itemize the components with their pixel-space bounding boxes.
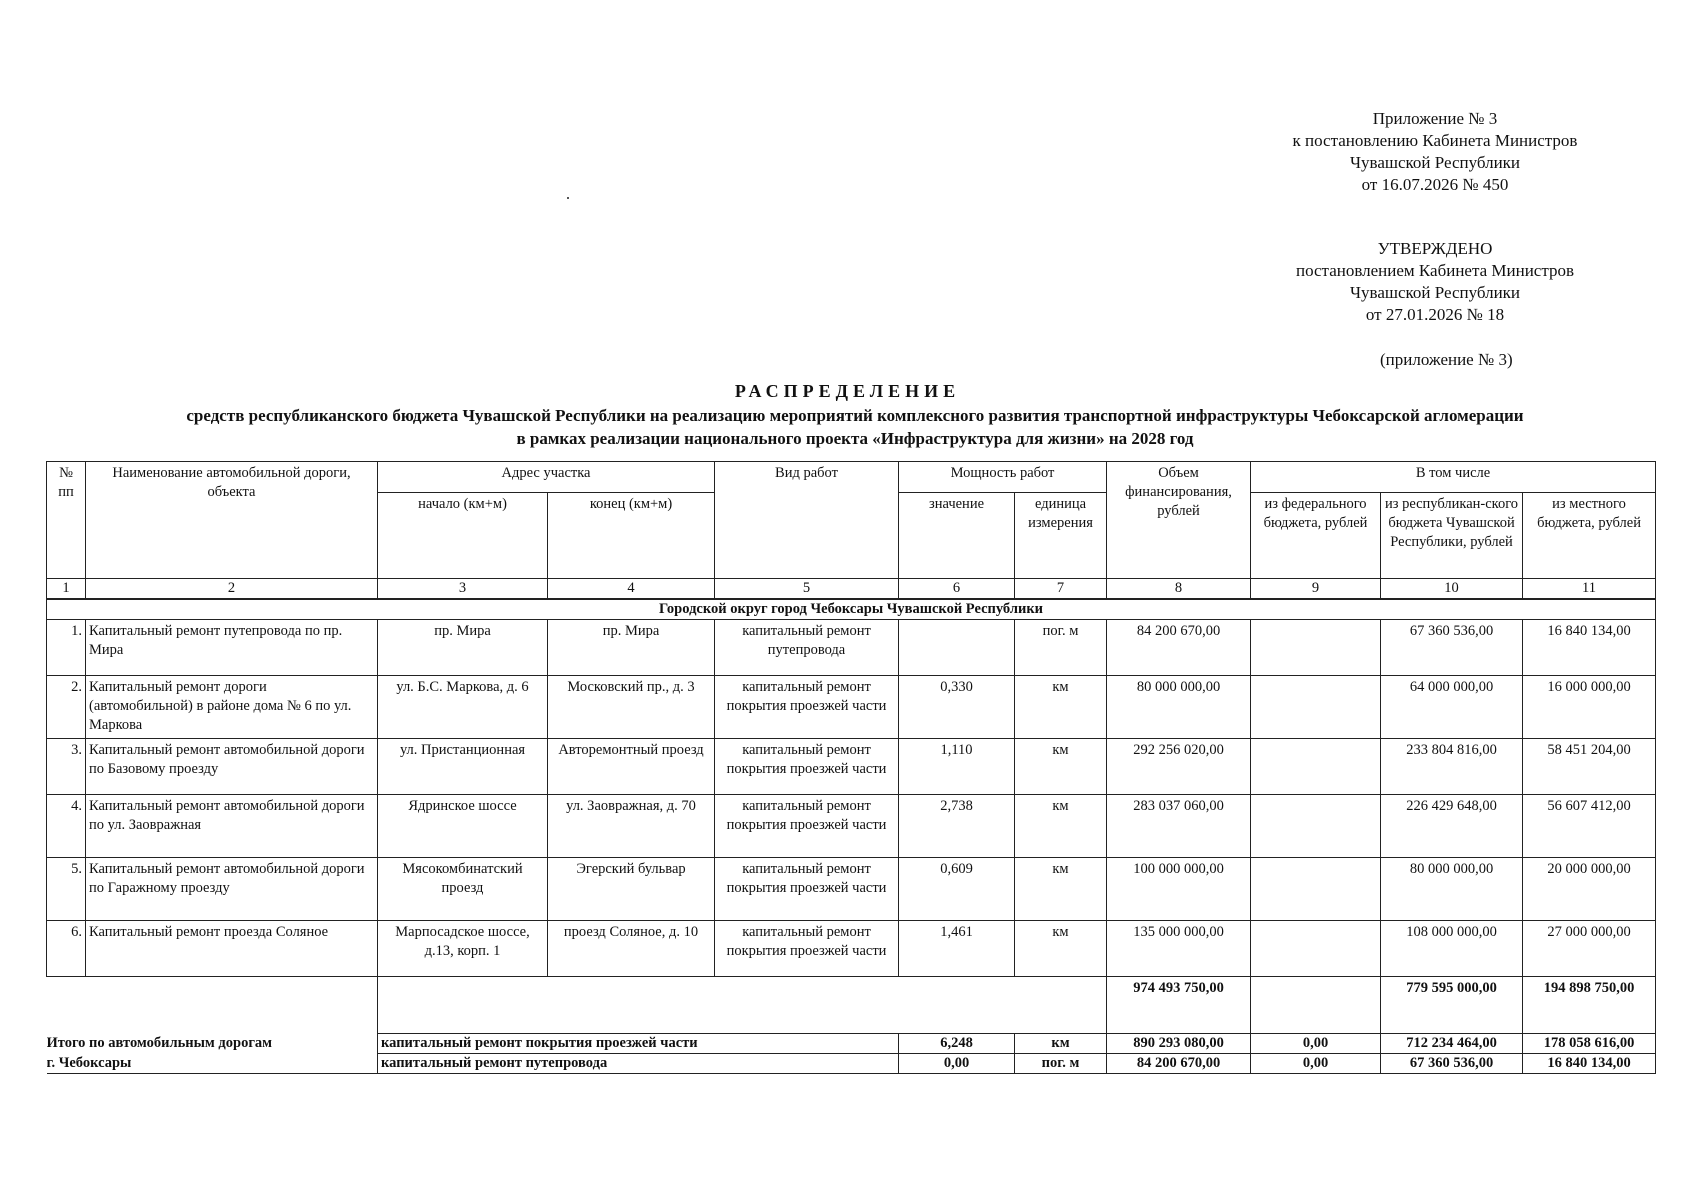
header-start: начало (км+м): [378, 493, 548, 579]
header-num: № пп: [47, 462, 86, 579]
approval-line: постановлением Кабинета Министров: [1295, 261, 1575, 280]
row-name: Капитальный ремонт дороги (автомобильной) в районе дома № 6 по ул. Маркова: [86, 676, 378, 739]
appendix-line: от 16.07.2026 № 450: [1361, 175, 1509, 194]
column-number: 3: [378, 579, 548, 600]
row-unit: км: [1015, 739, 1107, 795]
totals-row: [47, 1034, 1656, 1054]
row-federal: [1251, 795, 1381, 858]
column-number: 11: [1523, 579, 1656, 600]
row-local: 58 451 204,00: [1523, 739, 1656, 795]
totals-label: Итого по автомобильным дорогам: [47, 1034, 378, 1054]
row-republic: 64 000 000,00: [1381, 676, 1523, 739]
total-unit: км: [1015, 1034, 1107, 1054]
total-funding: 890 293 080,00: [1107, 1034, 1251, 1054]
total-federal: 0,00: [1251, 1034, 1381, 1054]
approval-line: от 27.01.2026 № 18: [1365, 305, 1505, 324]
row-name: Капитальный ремонт путепровода по пр. Мира: [86, 620, 378, 676]
sum-federal: [1251, 977, 1381, 1034]
header-address: Адрес участка: [378, 462, 715, 493]
column-number: 10: [1381, 579, 1523, 600]
row-federal: [1251, 739, 1381, 795]
table-row: [47, 858, 1656, 921]
row-work: капитальный ремонт покрытия проезжей части: [715, 795, 899, 858]
document-subtitle: [60, 404, 1650, 450]
appendix-block: [1245, 108, 1625, 196]
header-capacity: Мощность работ: [899, 462, 1107, 493]
row-unit: км: [1015, 858, 1107, 921]
row-funding: 84 200 670,00: [1107, 620, 1251, 676]
total-unit: пог. м: [1015, 1054, 1107, 1074]
column-number: 4: [548, 579, 715, 600]
row-unit: км: [1015, 676, 1107, 739]
row-start: Мясокомбинатский проезд: [378, 858, 548, 921]
total-local: 16 840 134,00: [1523, 1054, 1656, 1074]
sum-blank-span: [378, 977, 1107, 1034]
table-row: [47, 921, 1656, 977]
row-funding: 100 000 000,00: [1107, 858, 1251, 921]
row-start: ул. Пристанционная: [378, 739, 548, 795]
row-republic: 67 360 536,00: [1381, 620, 1523, 676]
row-republic: 108 000 000,00: [1381, 921, 1523, 977]
row-republic: 233 804 816,00: [1381, 739, 1523, 795]
row-federal: [1251, 921, 1381, 977]
header-federal: из федерального бюджета, рублей: [1251, 493, 1381, 579]
row-end: ул. Заовражная, д. 70: [548, 795, 715, 858]
document-title: РАСПРЕДЕЛЕНИЕ: [734, 381, 961, 401]
table-row: [47, 676, 1656, 739]
total-work: капитальный ремонт путепровода: [378, 1054, 899, 1074]
header-funding-text: Объем финансирования, рублей: [1125, 465, 1232, 519]
table-row: [47, 795, 1656, 858]
row-start: ул. Б.С. Маркова, д. 6: [378, 676, 548, 739]
column-number: 7: [1015, 579, 1107, 600]
total-value: 6,248: [899, 1034, 1015, 1054]
appendix-line: к постановлению Кабинета Министров: [1292, 131, 1578, 150]
row-num: 5.: [47, 858, 86, 921]
row-name: Капитальный ремонт проезда Соляное: [86, 921, 378, 977]
total-work: капитальный ремонт покрытия проезжей части: [378, 1034, 899, 1054]
row-work: капитальный ремонт путепровода: [715, 620, 899, 676]
subtitle-line: в рамках реализации национального проекта «Инфраструктура для жизни» на 2028 год: [516, 429, 1194, 448]
header-unit: единица измерения: [1015, 493, 1107, 579]
row-funding: 283 037 060,00: [1107, 795, 1251, 858]
sum-row: [47, 977, 1656, 1034]
row-value: 0,330: [899, 676, 1015, 739]
row-local: 16 840 134,00: [1523, 620, 1656, 676]
row-num: 1.: [47, 620, 86, 676]
row-funding: 80 000 000,00: [1107, 676, 1251, 739]
row-unit: км: [1015, 921, 1107, 977]
row-num: 2.: [47, 676, 86, 739]
header-funding: [1107, 462, 1251, 579]
header-work-type: Вид работ: [715, 462, 899, 579]
header-republic: из республикан-ского бюджета Чувашской Республики, рублей: [1381, 493, 1523, 579]
section-row: [47, 599, 1656, 620]
header-name: Наименование автомобильной дороги, объекта: [86, 462, 378, 579]
row-funding: 292 256 020,00: [1107, 739, 1251, 795]
sum-local: 194 898 750,00: [1523, 977, 1656, 1034]
total-republic: 712 234 464,00: [1381, 1034, 1523, 1054]
row-end: Эгерский бульвар: [548, 858, 715, 921]
row-end: проезд Соляное, д. 10: [548, 921, 715, 977]
row-federal: [1251, 858, 1381, 921]
row-local: 56 607 412,00: [1523, 795, 1656, 858]
row-end: Московский пр., д. 3: [548, 676, 715, 739]
row-start: пр. Мира: [378, 620, 548, 676]
totals-label: г. Чебоксары: [47, 1054, 378, 1074]
row-federal: [1251, 620, 1381, 676]
column-number: 2: [86, 579, 378, 600]
row-value: 1,110: [899, 739, 1015, 795]
total-republic: 67 360 536,00: [1381, 1054, 1523, 1074]
section-title: Городской округ город Чебоксары Чувашской Республики: [47, 599, 1656, 620]
appendix-line: Чувашской Республики: [1349, 153, 1521, 172]
row-name: Капитальный ремонт автомобильной дороги по ул. Заовражная: [86, 795, 378, 858]
header-local: из местного бюджета, рублей: [1523, 493, 1656, 579]
row-value: [899, 620, 1015, 676]
row-value: 1,461: [899, 921, 1015, 977]
table-row: [47, 739, 1656, 795]
appendix-line: Приложение № 3: [1372, 109, 1498, 128]
total-value: 0,00: [899, 1054, 1015, 1074]
row-local: 20 000 000,00: [1523, 858, 1656, 921]
row-value: 0,609: [899, 858, 1015, 921]
row-work: капитальный ремонт покрытия проезжей части: [715, 921, 899, 977]
subtitle-line: средств республиканского бюджета Чувашской Республики на реализацию мероприятий комплексного развития транспортной инфраструктуры Чебоксарской агломерации: [186, 406, 1524, 425]
column-number: 8: [1107, 579, 1251, 600]
row-work: капитальный ремонт покрытия проезжей части: [715, 858, 899, 921]
column-number-row: [47, 579, 1656, 600]
column-number: 5: [715, 579, 899, 600]
header-end: конец (км+м): [548, 493, 715, 579]
scan-speck: [567, 197, 569, 199]
row-start: Ядринское шоссе: [378, 795, 548, 858]
column-number: 1: [47, 579, 86, 600]
row-start: Марпосадское шоссе, д.13, корп. 1: [378, 921, 548, 977]
approval-line: Чувашской Республики: [1349, 283, 1521, 302]
row-name: Капитальный ремонт автомобильной дороги по Базовому проезду: [86, 739, 378, 795]
total-local: 178 058 616,00: [1523, 1034, 1656, 1054]
approval-line: УТВЕРЖДЕНО: [1377, 239, 1493, 258]
row-local: 27 000 000,00: [1523, 921, 1656, 977]
header-row: [47, 462, 1656, 493]
row-republic: 226 429 648,00: [1381, 795, 1523, 858]
total-federal: 0,00: [1251, 1054, 1381, 1074]
table-row: [47, 620, 1656, 676]
row-num: 6.: [47, 921, 86, 977]
sum-funding: 974 493 750,00: [1107, 977, 1251, 1034]
sum-blank: [47, 977, 378, 1034]
row-unit: пог. м: [1015, 620, 1107, 676]
row-num: 3.: [47, 739, 86, 795]
row-num: 4.: [47, 795, 86, 858]
column-number: 9: [1251, 579, 1381, 600]
row-federal: [1251, 676, 1381, 739]
row-work: капитальный ремонт покрытия проезжей части: [715, 676, 899, 739]
header-including: В том числе: [1251, 462, 1656, 493]
sum-republic: 779 595 000,00: [1381, 977, 1523, 1034]
totals-row: [47, 1054, 1656, 1074]
row-unit: км: [1015, 795, 1107, 858]
row-name: Капитальный ремонт автомобильной дороги по Гаражному проезду: [86, 858, 378, 921]
row-republic: 80 000 000,00: [1381, 858, 1523, 921]
row-end: Авторемонтный проезд: [548, 739, 715, 795]
header-value: значение: [899, 493, 1015, 579]
row-funding: 135 000 000,00: [1107, 921, 1251, 977]
row-work: капитальный ремонт покрытия проезжей части: [715, 739, 899, 795]
approval-block: [1245, 238, 1625, 326]
row-end: пр. Мира: [548, 620, 715, 676]
approval-note: (приложение № 3): [1380, 350, 1513, 369]
column-number: 6: [899, 579, 1015, 600]
row-value: 2,738: [899, 795, 1015, 858]
total-funding: 84 200 670,00: [1107, 1054, 1251, 1074]
distribution-table: [46, 461, 1656, 1074]
row-local: 16 000 000,00: [1523, 676, 1656, 739]
